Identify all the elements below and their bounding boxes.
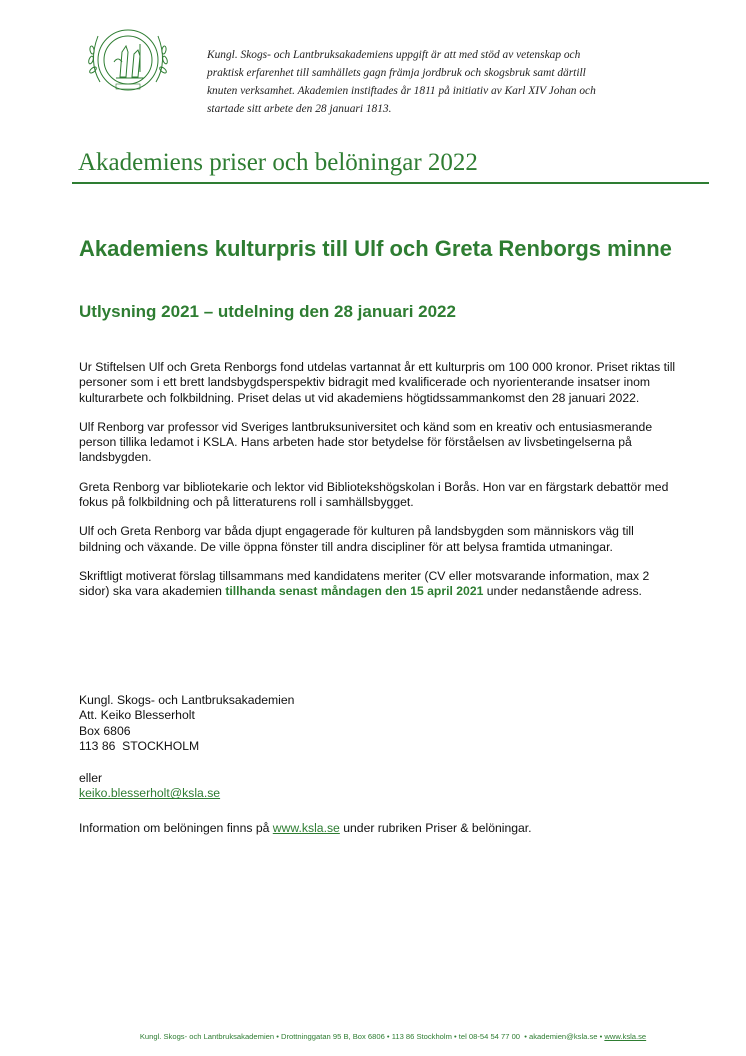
intro-line: Kungl. Skogs- och Lantbruksakademiens uppgift är att med stöd av vetenskap och [207, 49, 581, 61]
body-text [79, 360, 679, 614]
address-line: Box 6806 [79, 723, 131, 738]
paragraph-deadline [79, 569, 679, 600]
intro-line: knuten verksamhet. Akademien instiftades år 1811 på initiativ av Karl XIV Johan och [207, 85, 596, 97]
section-divider [72, 182, 709, 184]
info-text: Information om belöningen finns på [79, 821, 273, 835]
address-line: 113 86 STOCKHOLM [79, 738, 200, 753]
intro-line: startade sitt arbete den 28 januari 1813. [207, 103, 392, 115]
email-contact [79, 771, 479, 802]
section-title: Akademiens priser och belöningar 2022 [78, 149, 478, 176]
paragraph: Ulf Renborg var professor vid Sveriges lantbruksuniversitet och känd som en kreativ och entusiasmerande person tillika ledamot i KSLA. Hans arbeten hade stor betydelse för förståelsen av livsbetingelserna på landsbygden. [79, 419, 653, 465]
paragraph: Ur Stiftelsen Ulf och Greta Renborgs fond utdelas vartannat år ett kulturpris om 100 000 kronor. Priset riktas till personer som i ett brett landsbygdsperspektiv bidragit med kvalificerade och nyorienterande insatser inom kulturarbete och folkbildning. Priset delas ut vid akademiens högtidssammankomst den 28 januari 2022. [79, 360, 676, 405]
paragraph: Ulf och Greta Renborg var båda djupt engagerade för kulturen på landsbygden som människors väg till bildning och växande. De ville öppna fönster till andra discipliner för att belysa framtida utmaningar. [79, 524, 634, 554]
page-footer [20, 1032, 746, 1041]
info-text: under rubriken Priser & belöningar. [339, 821, 532, 835]
intro-line: praktisk erfarenhet till samhällets gagn främja jordbruk och skogsbruk samt därtill [207, 67, 586, 79]
academy-intro-text [207, 46, 707, 118]
footer-website-link[interactable]: www.ksla.se [604, 1032, 647, 1041]
paragraph-text: Skriftligt motiverat förslag tillsammans med kandidatens meriter (CV eller motsvarande information, max 2 sidor) ska vara akademien [79, 568, 650, 599]
footer-text: Kungl. Skogs- och Lantbruksakademien • Drottninggatan 95 B, Box 6806 • 113 86 Stockholm • tel 08-54 54 77 00 • akademien@ksla.se • [139, 1032, 605, 1041]
address-line: Att. Keiko Blesserholt [79, 708, 195, 723]
deadline-highlight: tillhanda senast måndagen den 15 april 2021 [225, 584, 484, 599]
address-line: Kungl. Skogs- och Lantbruksakademien [79, 693, 295, 707]
eller-label: eller [79, 771, 103, 785]
page-heading: Akademiens kulturpris till Ulf och Greta Renborgs minne [79, 236, 672, 261]
postal-address [79, 693, 579, 754]
info-line [79, 821, 699, 836]
page-subheading: Utlysning 2021 – utdelning den 28 januari 2022 [79, 302, 456, 321]
ksla-seal-logo [80, 22, 176, 100]
website-link[interactable]: www.ksla.se [272, 821, 340, 835]
paragraph: Greta Renborg var bibliotekarie och lektor vid Bibliotekshögskolan i Borås. Hon var en färgstark debattör med fokus på folkbildning och på litteraturens roll i samhällsbygget. [79, 479, 669, 510]
email-link[interactable]: keiko.blesserholt@ksla.se [79, 786, 221, 801]
paragraph-text: under nedanstående adress. [483, 584, 642, 599]
